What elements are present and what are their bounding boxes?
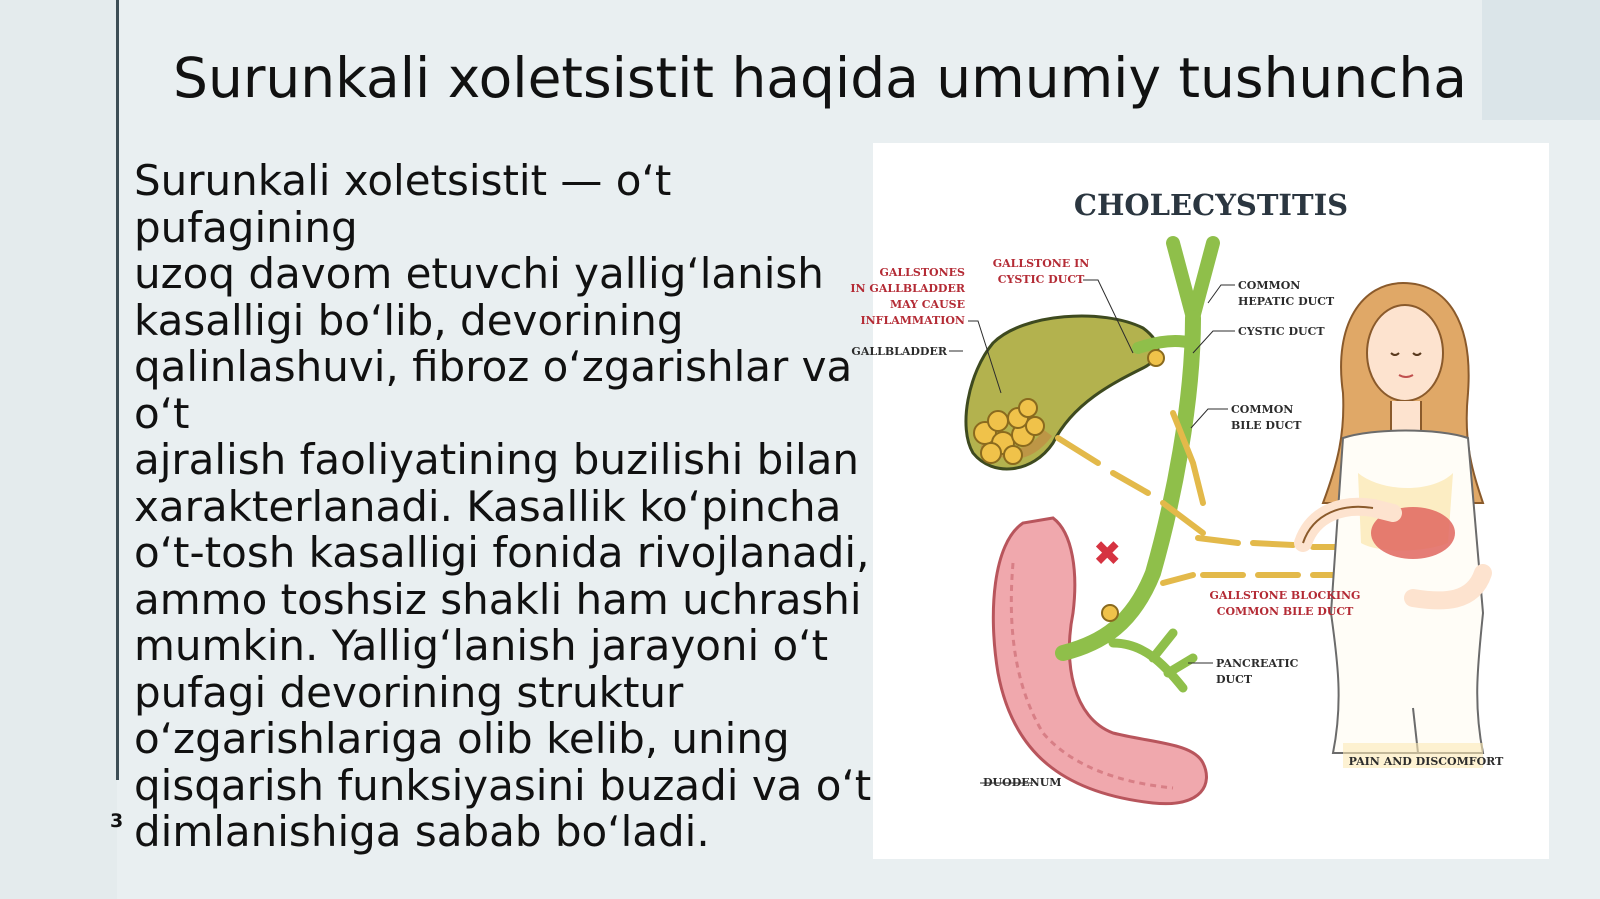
accent-divider-line bbox=[116, 0, 119, 780]
illustration-canvas bbox=[850, 143, 1549, 859]
svg-text:IN GALLBLADDER: IN GALLBLADDER bbox=[850, 282, 965, 295]
svg-text:HEPATIC DUCT: HEPATIC DUCT bbox=[1238, 295, 1335, 308]
bile-duct-stone bbox=[1102, 605, 1118, 621]
blocked-cross-icon: ✖ bbox=[1093, 534, 1122, 574]
svg-text:MAY CAUSE: MAY CAUSE bbox=[889, 298, 965, 311]
label-pancreatic bbox=[1216, 657, 1299, 686]
left-panel-background bbox=[0, 0, 117, 899]
label-gallbladder: GALLBLADDER bbox=[851, 345, 947, 358]
page-number: 3 bbox=[110, 810, 124, 832]
label-cystic-stone bbox=[993, 257, 1090, 286]
svg-text:COMMON: COMMON bbox=[1238, 279, 1301, 292]
label-common-bile bbox=[1231, 403, 1302, 432]
slide-body-text: Surunkali xoletsistit — o‘t pufagining uzoq davom etuvchi yallig‘lanish kasalligi bo‘lib, devorining qalinlashuvi, fibroz o‘zgarishlar va o‘t ajralish faoliyatining buzilishi bilan xarakterlanadi. Kasallik ko‘pincha o‘t-tosh kasalligi fonida rivojlanadi, ammo toshsiz shakli ham uchrashi mumkin. Yallig‘lanish jarayoni o‘t pufagi devorining struktur o‘zgarishlariga olib kelib, uning qisqarish funksiyasini buzadi va o‘t dimlanishiga sabab bo‘ladi. bbox=[134, 156, 872, 856]
slide-title: Surunkali xoletsistit haqida umumiy tushuncha bbox=[173, 46, 1467, 110]
corner-decoration bbox=[1482, 0, 1600, 120]
woman-figure bbox=[1303, 283, 1483, 768]
common-hepatic-duct bbox=[1173, 243, 1213, 318]
svg-text:GALLSTONES: GALLSTONES bbox=[879, 266, 965, 279]
svg-text:DUCT: DUCT bbox=[1216, 673, 1253, 686]
pancreatic-duct bbox=[1113, 633, 1193, 688]
cystic-duct-stone bbox=[1148, 350, 1164, 366]
label-cystic-duct: CYSTIC DUCT bbox=[1238, 325, 1325, 338]
svg-text:CYSTIC DUCT: CYSTIC DUCT bbox=[997, 273, 1085, 286]
svg-text:COMMON BILE DUCT: COMMON BILE DUCT bbox=[1216, 605, 1354, 618]
svg-text:BILE DUCT: BILE DUCT bbox=[1231, 419, 1302, 432]
svg-text:INFLAMMATION: INFLAMMATION bbox=[860, 314, 965, 327]
label-pain: PAIN AND DISCOMFORT bbox=[1348, 755, 1504, 768]
cystic-duct bbox=[1138, 341, 1191, 348]
svg-text:GALLSTONE IN: GALLSTONE IN bbox=[992, 257, 1090, 270]
cholecystitis-illustration bbox=[850, 143, 1549, 859]
figure-title: CHOLECYSTITIS bbox=[1073, 188, 1349, 222]
svg-text:GALLSTONE BLOCKING: GALLSTONE BLOCKING bbox=[1209, 589, 1361, 602]
svg-text:COMMON: COMMON bbox=[1231, 403, 1294, 416]
label-duodenum: DUODENUM bbox=[983, 776, 1062, 789]
svg-text:PANCREATIC: PANCREATIC bbox=[1216, 657, 1299, 670]
label-common-hepatic bbox=[1238, 279, 1335, 308]
